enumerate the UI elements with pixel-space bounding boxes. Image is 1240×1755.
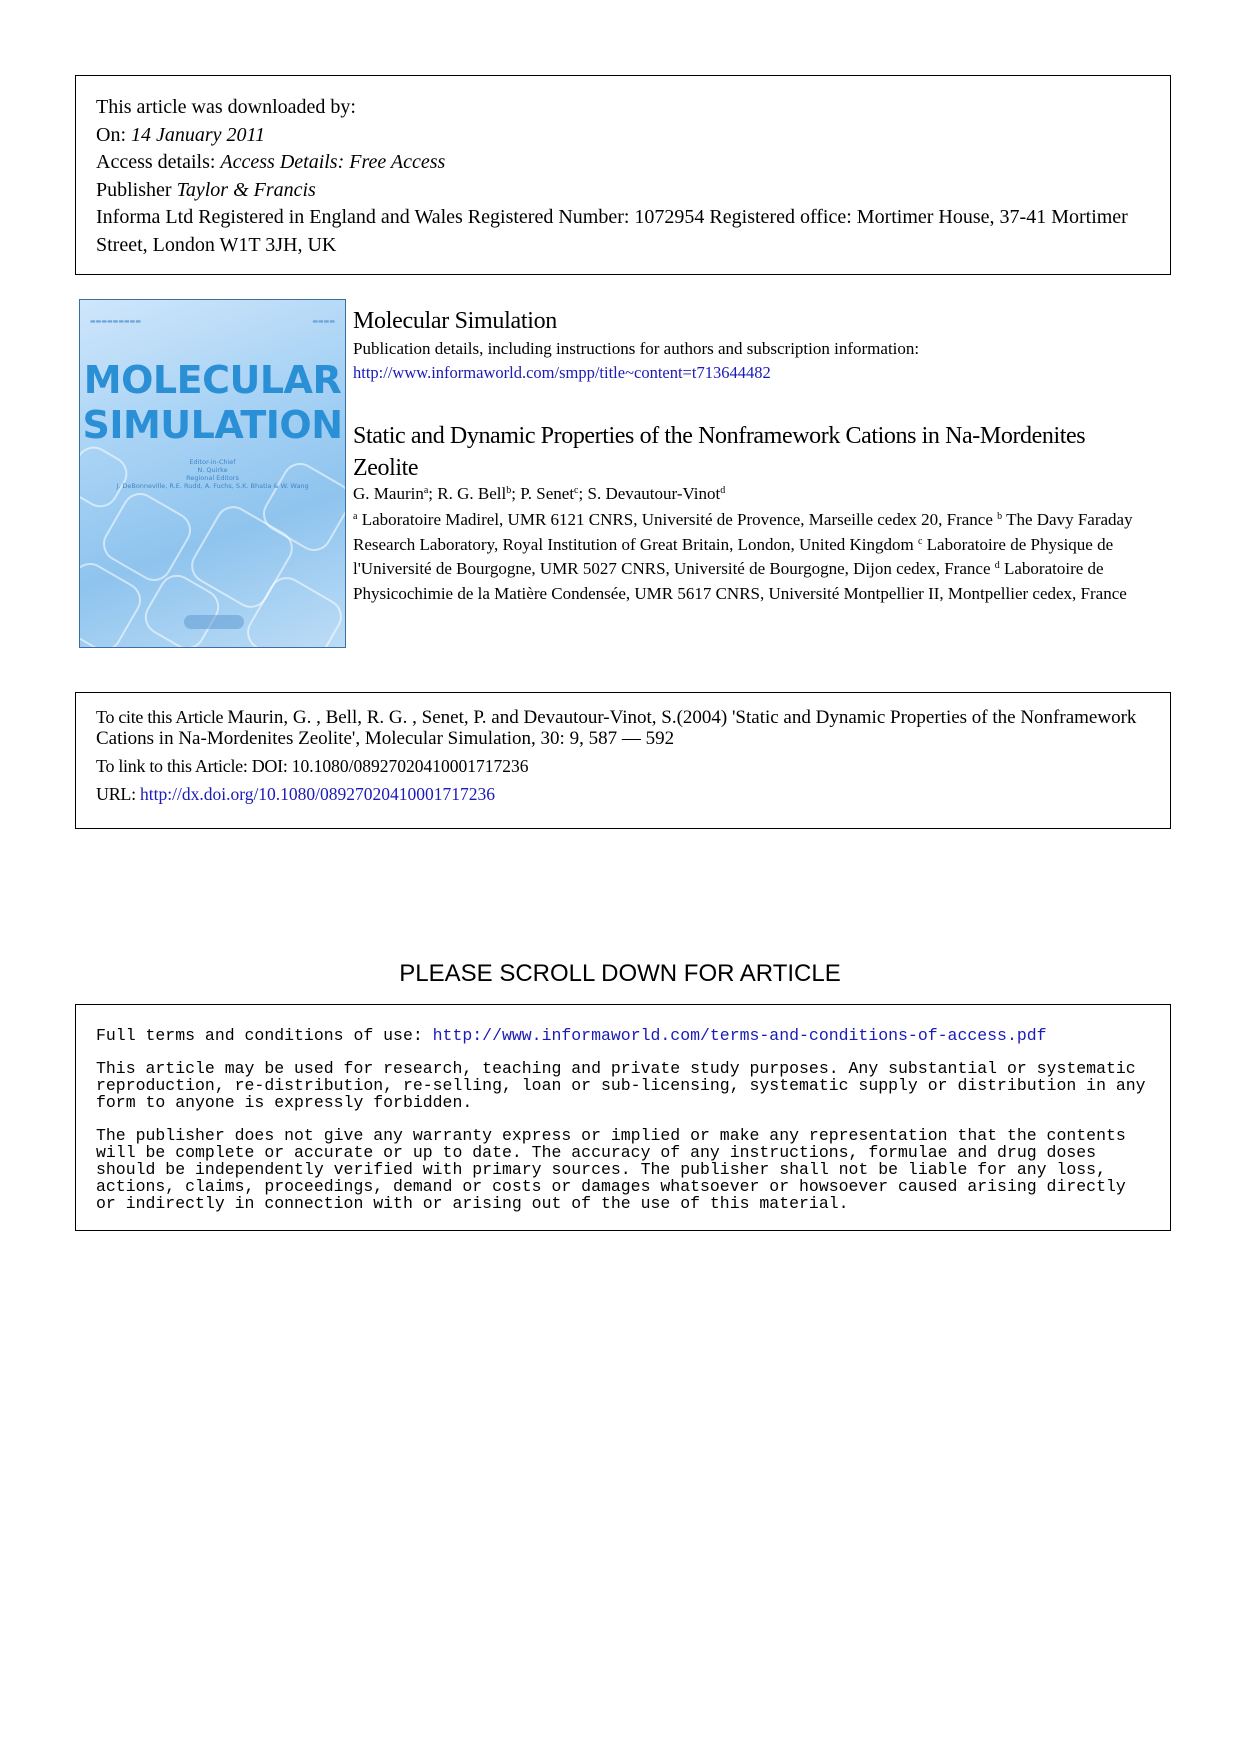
- author-affiliation-mark: b: [506, 485, 512, 496]
- cite-line: [96, 707, 1150, 749]
- author-name: S. Devautour-Vinot: [587, 484, 721, 503]
- terms-paragraph-1: This article may be used for research, teaching and private study purposes. Any substantial or systematic reproduction, re-distribution, re-selling, loan or sub-licensing, systematic supply or distribution in any form to anyone is expressly forbidden.: [96, 1059, 1146, 1112]
- downloaded-by-line: This article was downloaded by:: [96, 96, 356, 118]
- author-list: [353, 484, 725, 504]
- cover-editor-label: Editor-in-Chief: [189, 458, 236, 466]
- url-label: URL:: [96, 784, 141, 804]
- author-name: R. G. Bell: [437, 484, 507, 503]
- cover-regional-label: Regional Editors: [186, 474, 239, 482]
- publisher-value: Taylor & Francis: [176, 178, 316, 201]
- affiliation-text: Laboratoire de Physique de l'Université de Bourgogne, UMR 5027 CNRS, Université de Bourgogne, Dijon cedex, France: [353, 534, 1114, 578]
- terms-label: Full terms and conditions of use:: [96, 1026, 433, 1045]
- author-name: P. Senet: [520, 484, 575, 503]
- affiliation-text: Laboratoire Madirel, UMR 6121 CNRS, Université de Provence, Marseille cedex 20, France: [357, 510, 998, 529]
- affiliation-mark: a: [353, 511, 358, 522]
- access-value: Access Details: Free Access: [220, 151, 446, 173]
- terms-paragraph-2: The publisher does not give any warranty express or implied or make any representation that the contents will be complete or accurate or up to date. The accuracy of any instructions, formulae and drug doses should be independently verified with primary sources. The publisher shall not be liable for any loss, actions, claims, proceedings, demand or costs or damages whatsoever or howsoever caused arising directly or indirectly in connection with or arising out of the use of this material.: [96, 1126, 1126, 1213]
- journal-name: Molecular Simulation: [353, 308, 557, 334]
- author-separator: ;: [428, 484, 438, 503]
- download-date: 14 January 2011: [131, 123, 266, 146]
- registration-info: Informa Ltd Registered in England and Wales Registered Number: 1072954 Registered office: Mortimer House, 37-41 Mortimer Street, London W1T 3JH, UK: [96, 206, 1128, 256]
- date-label: On:: [96, 123, 131, 146]
- author-separator: ;: [511, 484, 521, 503]
- journal-url-link[interactable]: http://www.informaworld.com/smpp/title~content=t713644482: [353, 363, 771, 382]
- access-details-line: [96, 149, 1150, 177]
- access-label: Access details:: [96, 151, 221, 173]
- article-title: Static and Dynamic Properties of the Nonframework Cations in Na-Mordenites Zeolite: [353, 423, 1086, 481]
- terms-box: [75, 1004, 1171, 1231]
- journal-cover-image: [79, 299, 346, 648]
- scroll-notice: PLEASE SCROLL DOWN FOR ARTICLE: [399, 960, 841, 987]
- cover-title: [80, 358, 345, 448]
- affiliation-mark: b: [997, 511, 1003, 522]
- affiliation-list: [353, 508, 1168, 606]
- terms-line: [96, 1027, 1150, 1044]
- cover-header-strip: ▬▬▬▬▬▬▬▬▬ ▬▬▬▬: [90, 318, 335, 325]
- citation-box: [75, 692, 1171, 829]
- doi-label: To link to this Article: DOI:: [96, 756, 292, 776]
- terms-url-link[interactable]: http://www.informaworld.com/terms-and-conditions-of-access.pdf: [432, 1026, 1047, 1045]
- author-affiliation-mark: d: [720, 485, 726, 496]
- doi-line: [96, 756, 1150, 777]
- author-separator: ;: [578, 484, 588, 503]
- url-line: [96, 784, 1150, 805]
- affiliation-mark: d: [994, 560, 1000, 571]
- author-affiliation-mark: a: [423, 485, 429, 496]
- affiliation-text: The Davy Faraday Research Laboratory, Royal Institution of Great Britain, London, United Kingdom: [353, 510, 1133, 554]
- author-affiliation-mark: c: [574, 485, 579, 496]
- cover-editor-name: N. Quirke: [197, 466, 228, 474]
- download-date-line: [96, 122, 1150, 150]
- cover-title-line1: MOLECULAR: [83, 358, 342, 402]
- cover-regional-names: J. DeBonneville, R.E. Rudd, A. Fuchs, S.K. Bhatia & W. Wang: [116, 482, 309, 490]
- publisher-logo-icon: [184, 615, 244, 629]
- author-name: G. Maurin: [353, 484, 424, 503]
- publication-details: Publication details, including instructions for authors and subscription information:: [353, 339, 920, 358]
- cover-title-line2: SIMULATION: [82, 403, 343, 447]
- doi-url-link[interactable]: http://dx.doi.org/10.1080/08927020410001717236: [140, 784, 496, 804]
- doi-value: 10.1080/08927020410001717236: [291, 756, 529, 776]
- affiliation-text: Laboratoire de Physicochimie de la Matière Condensée, UMR 5617 CNRS, Université Montpellier II, Montpellier cedex, France: [353, 559, 1127, 603]
- cover-editors: [80, 458, 345, 490]
- publisher-label: Publisher: [96, 178, 177, 201]
- cite-text: Maurin, G. , Bell, R. G. , Senet, P. and Devautour-Vinot, S.(2004) 'Static and Dynamic Properties of the Nonframework Cations in Na-Mordenites Zeolite', Molecular Simulation, 30: 9, 587 — 592: [96, 707, 1137, 749]
- publisher-line: [96, 177, 1150, 205]
- cite-label: To cite this Article: [96, 707, 228, 727]
- download-info-box: [75, 75, 1171, 275]
- affiliation-mark: c: [917, 535, 923, 547]
